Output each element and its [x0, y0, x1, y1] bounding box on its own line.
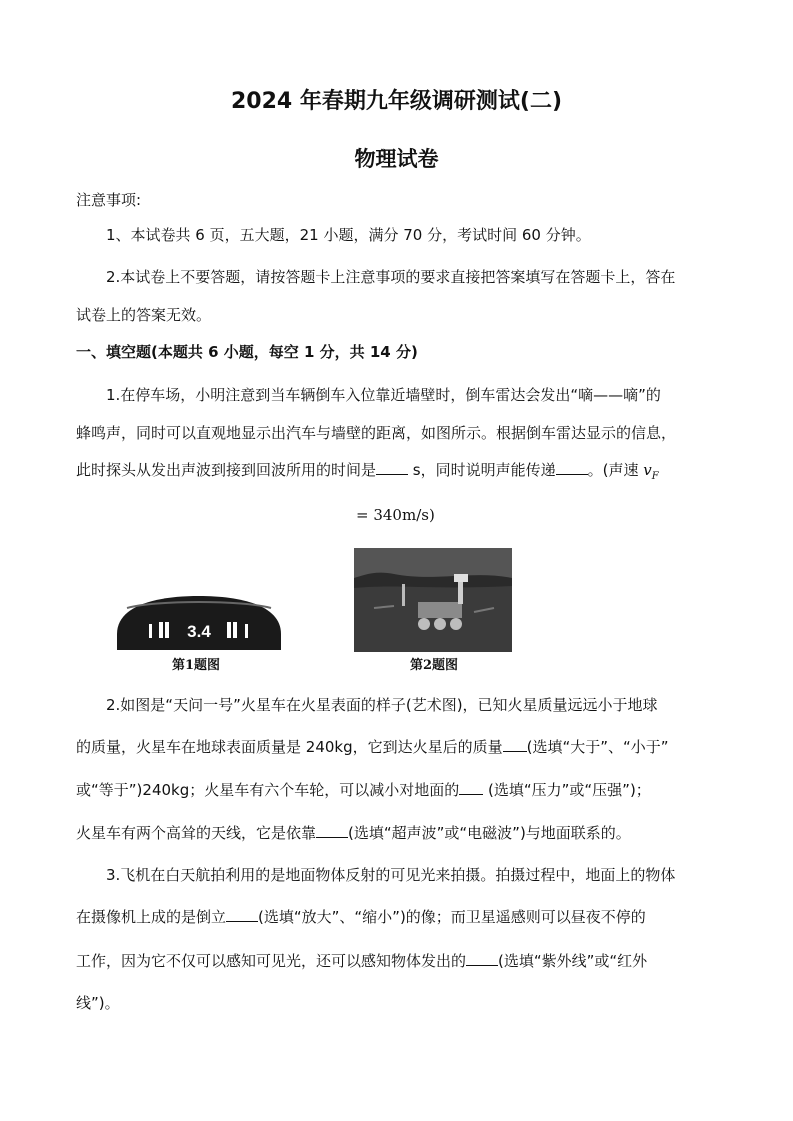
speed-subscript: F: [651, 471, 659, 482]
q2-line-2-part-a: 的质量，火星车在地球表面质量是 240kg，它到达火星后的质量: [76, 738, 503, 756]
note-item-2-line-2: 试卷上的答案无效。: [76, 306, 212, 324]
radar-distance-value: 3.4: [187, 622, 211, 641]
figure-1-caption: 第1题图: [172, 658, 221, 673]
figure-1-radar-display: [115, 594, 283, 652]
radar-bar-left-3: [165, 622, 169, 638]
q3-line-3-part-b: (选填“紫外线”或“红外: [498, 952, 648, 970]
answer-blank: [459, 780, 483, 795]
answer-blank: [226, 907, 258, 922]
exam-subtitle: 物理试卷: [354, 147, 439, 171]
q1-line-3-part-c: 。(声速: [587, 461, 644, 479]
q3-line-4: 线”)。: [76, 994, 120, 1012]
rover-wheel: [434, 618, 446, 630]
q2-line-2: [76, 736, 669, 757]
q3-line-1: 3.飞机在白天航拍利用的是地面物体反射的可见光来拍摄。拍摄过程中，地面上的物体: [106, 866, 676, 884]
note-item-1: 1、本试卷共 6 页，五大题，21 小题，满分 70 分，考试时间 60 分钟。: [106, 226, 591, 244]
figure-2-mars-rover-image: [354, 548, 512, 652]
section-heading: 一、填空题(本题共 6 小题，每空 1 分，共 14 分): [76, 343, 418, 361]
q2-line-3-part-b: (选填“压力”或“压强”)；: [483, 781, 651, 799]
q2-line-4: [76, 822, 631, 843]
q1-line-3-part-b: s，同时说明声能传递: [408, 461, 556, 479]
answer-blank: [466, 951, 498, 966]
note-item-2-line-1: 2.本试卷上不要答题，请按答题卡上注意事项的要求直接把答案填写在答题卡上，答在: [106, 268, 676, 286]
q3-line-3-part-a: 工作，因为它不仅可以感知可见光，还可以感知物体发出的: [76, 952, 467, 970]
radar-bar-right-3: [245, 624, 248, 638]
q2-line-1: 2.如图是“天问一号”火星车在火星表面的样子(艺术图)，已知火星质量远远小于地球: [106, 696, 658, 714]
speed-symbol: v: [643, 461, 652, 479]
figure-2-caption: 第2题图: [410, 658, 459, 673]
rover-wheel: [418, 618, 430, 630]
q1-line-3-part-a: 此时探头从发出声波到接到回波所用的时间是: [76, 461, 377, 479]
q2-line-4-part-a: 火星车有两个高耸的天线，它是依靠: [76, 824, 317, 842]
q3-line-3: [76, 950, 647, 971]
radar-bar-right-2: [233, 622, 237, 638]
answer-blank: [376, 460, 408, 475]
q2-line-4-part-b: (选填“超声波”或“电磁波”)与地面联系的。: [348, 824, 631, 842]
notes-heading: 注意事项:: [76, 191, 142, 209]
q1-line-3: [76, 459, 659, 482]
answer-blank: [316, 823, 348, 838]
radar-bar-right-1: [227, 622, 231, 638]
q3-line-2: [76, 906, 646, 927]
q1-line-2: 蜂鸣声，同时可以直观地显示出汽车与墙壁的距离，如图所示。根据倒车雷达显示的信息，: [76, 424, 677, 442]
ground-area: [354, 586, 512, 652]
answer-blank: [556, 460, 588, 475]
q1-formula: = 340m/s): [356, 506, 435, 524]
rover-wheel: [450, 618, 462, 630]
rover-body: [418, 602, 462, 618]
q3-line-2-part-a: 在摄像机上成的是倒立: [76, 908, 227, 926]
rover-antenna: [402, 584, 405, 606]
rover-camera: [454, 574, 468, 582]
radar-display-graphic: [115, 594, 283, 652]
q2-line-2-part-b: (选填“大于”、“小于”: [526, 738, 669, 756]
answer-blank: [503, 737, 527, 752]
q2-line-3-part-a: 或“等于”)240kg；火星车有六个车轮，可以减小对地面的: [76, 781, 460, 799]
mars-rover-graphic: [354, 548, 512, 652]
q1-line-1: 1.在停车场，小明注意到当车辆倒车入位靠近墙壁时，倒车雷达会发出“嘀——嘀”的: [106, 386, 661, 404]
radar-bar-left-1: [149, 624, 152, 638]
q3-line-2-part-b: (选填“放大”、“缩小”)的像；而卫星遥感则可以昼夜不停的: [258, 908, 646, 926]
radar-bar-left-2: [159, 622, 163, 638]
exam-title: 2024 年春期九年级调研测试(二): [231, 89, 562, 114]
q2-line-3: [76, 779, 651, 800]
